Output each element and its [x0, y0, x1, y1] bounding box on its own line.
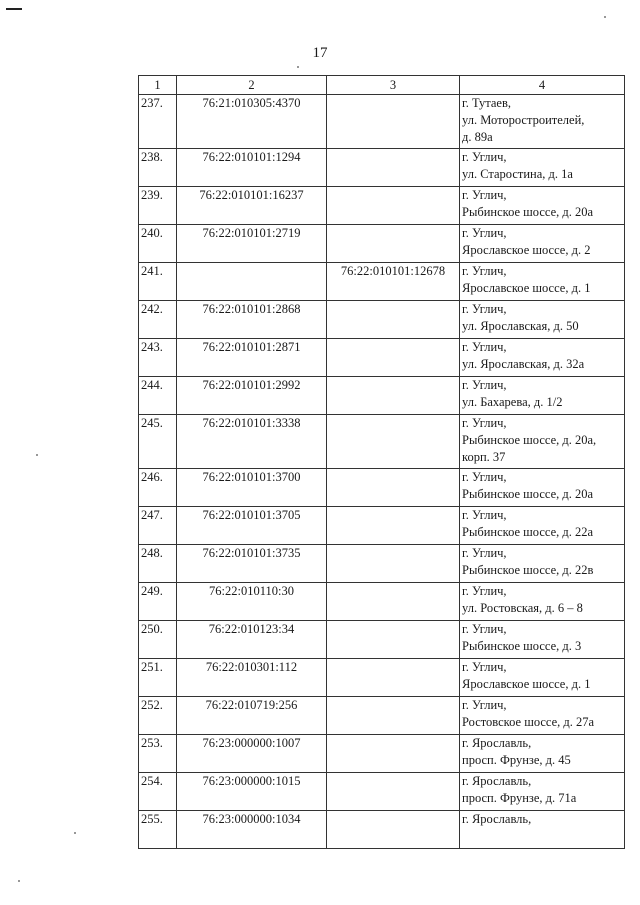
row-number: 251. — [139, 659, 177, 697]
address-cell — [460, 377, 625, 415]
table-row — [139, 583, 625, 621]
address-line: Рыбинское шоссе, д. 20а — [462, 487, 594, 501]
column-header-1: 1 — [139, 76, 177, 95]
cadastral-number-col2: 76:22:010101:1294 — [177, 149, 327, 187]
cadastral-number-col2: 76:22:010101:3338 — [177, 415, 327, 469]
address-cell — [460, 507, 625, 545]
row-number: 248. — [139, 545, 177, 583]
table-row — [139, 697, 625, 735]
table-header-row — [139, 76, 625, 95]
row-number: 247. — [139, 507, 177, 545]
address-line: ул. Старостина, д. 1а — [462, 167, 573, 181]
address-line: просп. Фрунзе, д. 45 — [462, 753, 571, 767]
cadastral-number-col2: 76:22:010301:112 — [177, 659, 327, 697]
cadastral-number-col2: 76:22:010101:2868 — [177, 301, 327, 339]
table-row — [139, 735, 625, 773]
cadastral-number-col3 — [327, 187, 460, 225]
address-line: г. Углич, — [462, 660, 507, 674]
address-line: г. Ярославль, — [462, 736, 532, 750]
cadastral-number-col2: 76:22:010101:16237 — [177, 187, 327, 225]
table-row — [139, 469, 625, 507]
row-number: 246. — [139, 469, 177, 507]
address-line: Рыбинское шоссе, д. 22а — [462, 525, 594, 539]
table-row — [139, 187, 625, 225]
address-line: г. Углич, — [462, 264, 507, 278]
address-line: Рыбинское шоссе, д. 20а — [462, 205, 594, 219]
address-line: г. Углич, — [462, 508, 507, 522]
address-cell — [460, 301, 625, 339]
address-cell — [460, 811, 625, 849]
cadastral-number-col3 — [327, 339, 460, 377]
table-row — [139, 545, 625, 583]
scan-edge-mark — [6, 8, 22, 10]
address-line: Рыбинское шоссе, д. 20а, — [462, 433, 597, 447]
address-cell — [460, 659, 625, 697]
table-row — [139, 263, 625, 301]
row-number: 240. — [139, 225, 177, 263]
register-body — [139, 95, 625, 849]
address-line: г. Ярославль, — [462, 812, 532, 826]
cadastral-number-col2: 76:22:010110:30 — [177, 583, 327, 621]
address-cell — [460, 545, 625, 583]
address-line: ул. Ярославская, д. 50 — [462, 319, 579, 333]
address-cell — [460, 621, 625, 659]
cadastral-number-col3: 76:22:010101:12678 — [327, 263, 460, 301]
column-header-3: 3 — [327, 76, 460, 95]
table-row — [139, 95, 625, 149]
address-cell — [460, 187, 625, 225]
row-number: 243. — [139, 339, 177, 377]
row-number: 238. — [139, 149, 177, 187]
cadastral-number-col2 — [177, 263, 327, 301]
scan-speck — [297, 66, 299, 68]
cadastral-number-col3 — [327, 415, 460, 469]
cadastral-number-col3 — [327, 697, 460, 735]
scan-speck — [36, 454, 38, 456]
page-number: 17 — [312, 45, 328, 61]
address-line: Ярославское шоссе, д. 2 — [462, 243, 591, 257]
table-row — [139, 811, 625, 849]
cadastral-number-col3 — [327, 583, 460, 621]
row-number: 255. — [139, 811, 177, 849]
address-line: г. Углич, — [462, 340, 507, 354]
table-row — [139, 339, 625, 377]
row-number: 249. — [139, 583, 177, 621]
table-row — [139, 301, 625, 339]
cadastral-number-col2: 76:23:000000:1034 — [177, 811, 327, 849]
row-number: 250. — [139, 621, 177, 659]
address-line: г. Углич, — [462, 188, 507, 202]
cadastral-number-col3 — [327, 469, 460, 507]
address-line: д. 89а — [462, 130, 493, 144]
cadastral-number-col2: 76:23:000000:1007 — [177, 735, 327, 773]
row-number: 254. — [139, 773, 177, 811]
cadastral-number-col3 — [327, 377, 460, 415]
row-number: 241. — [139, 263, 177, 301]
address-line: г. Углич, — [462, 416, 507, 430]
address-line: г. Углич, — [462, 698, 507, 712]
cadastral-number-col3 — [327, 507, 460, 545]
address-line: ул. Моторостроителей, — [462, 113, 585, 127]
address-cell — [460, 697, 625, 735]
table-row — [139, 149, 625, 187]
table-row — [139, 415, 625, 469]
cadastral-number-col2: 76:22:010719:256 — [177, 697, 327, 735]
cadastral-number-col3 — [327, 621, 460, 659]
address-line: ул. Ростовская, д. 6 – 8 — [462, 601, 583, 615]
address-line: просп. Фрунзе, д. 71а — [462, 791, 577, 805]
address-cell — [460, 149, 625, 187]
table-row — [139, 377, 625, 415]
table-row — [139, 507, 625, 545]
address-cell — [460, 773, 625, 811]
address-line: г. Углич, — [462, 302, 507, 316]
column-header-4: 4 — [460, 76, 625, 95]
address-line: ул. Ярославская, д. 32а — [462, 357, 585, 371]
address-cell — [460, 225, 625, 263]
address-line: ул. Бахарева, д. 1/2 — [462, 395, 563, 409]
address-line: г. Углич, — [462, 470, 507, 484]
register-table — [138, 75, 625, 849]
address-line: г. Углич, — [462, 226, 507, 240]
address-line: г. Углич, — [462, 150, 507, 164]
cadastral-number-col3 — [327, 773, 460, 811]
cadastral-number-col2: 76:22:010101:3705 — [177, 507, 327, 545]
cadastral-number-col3 — [327, 659, 460, 697]
cadastral-number-col2: 76:22:010101:2992 — [177, 377, 327, 415]
address-line: г. Углич, — [462, 584, 507, 598]
address-cell — [460, 415, 625, 469]
cadastral-number-col3 — [327, 95, 460, 149]
address-line: Рыбинское шоссе, д. 3 — [462, 639, 582, 653]
row-number: 253. — [139, 735, 177, 773]
address-cell — [460, 469, 625, 507]
address-cell — [460, 583, 625, 621]
address-line: Рыбинское шоссе, д. 22в — [462, 563, 594, 577]
scan-speck — [74, 832, 76, 834]
cadastral-number-col3 — [327, 545, 460, 583]
cadastral-number-col3 — [327, 225, 460, 263]
address-line: г. Углич, — [462, 546, 507, 560]
address-line: г. Ярославль, — [462, 774, 532, 788]
address-line: г. Углич, — [462, 378, 507, 392]
row-number: 244. — [139, 377, 177, 415]
scan-speck — [18, 880, 20, 882]
cadastral-number-col3 — [327, 735, 460, 773]
address-line: корп. 37 — [462, 450, 506, 464]
row-number: 242. — [139, 301, 177, 339]
address-cell — [460, 735, 625, 773]
column-header-2: 2 — [177, 76, 327, 95]
table-row — [139, 225, 625, 263]
row-number: 245. — [139, 415, 177, 469]
address-line: г. Тутаев, — [462, 96, 511, 110]
scan-speck — [604, 16, 606, 18]
table-row — [139, 659, 625, 697]
address-line: Ярославское шоссе, д. 1 — [462, 677, 591, 691]
address-line: г. Углич, — [462, 622, 507, 636]
cadastral-number-col2: 76:23:000000:1015 — [177, 773, 327, 811]
cadastral-number-col2: 76:22:010123:34 — [177, 621, 327, 659]
row-number: 237. — [139, 95, 177, 149]
address-cell — [460, 95, 625, 149]
address-line: Ростовское шоссе, д. 27а — [462, 715, 595, 729]
cadastral-number-col2: 76:22:010101:2871 — [177, 339, 327, 377]
cadastral-number-col3 — [327, 811, 460, 849]
cadastral-number-col2: 76:22:010101:3735 — [177, 545, 327, 583]
cadastral-number-col2: 76:22:010101:3700 — [177, 469, 327, 507]
cadastral-number-col3 — [327, 149, 460, 187]
table-row — [139, 773, 625, 811]
cadastral-number-col3 — [327, 301, 460, 339]
cadastral-number-col2: 76:22:010101:2719 — [177, 225, 327, 263]
address-cell — [460, 339, 625, 377]
table-row — [139, 621, 625, 659]
address-line: Ярославское шоссе, д. 1 — [462, 281, 591, 295]
address-cell — [460, 263, 625, 301]
cadastral-number-col2: 76:21:010305:4370 — [177, 95, 327, 149]
row-number: 239. — [139, 187, 177, 225]
row-number: 252. — [139, 697, 177, 735]
